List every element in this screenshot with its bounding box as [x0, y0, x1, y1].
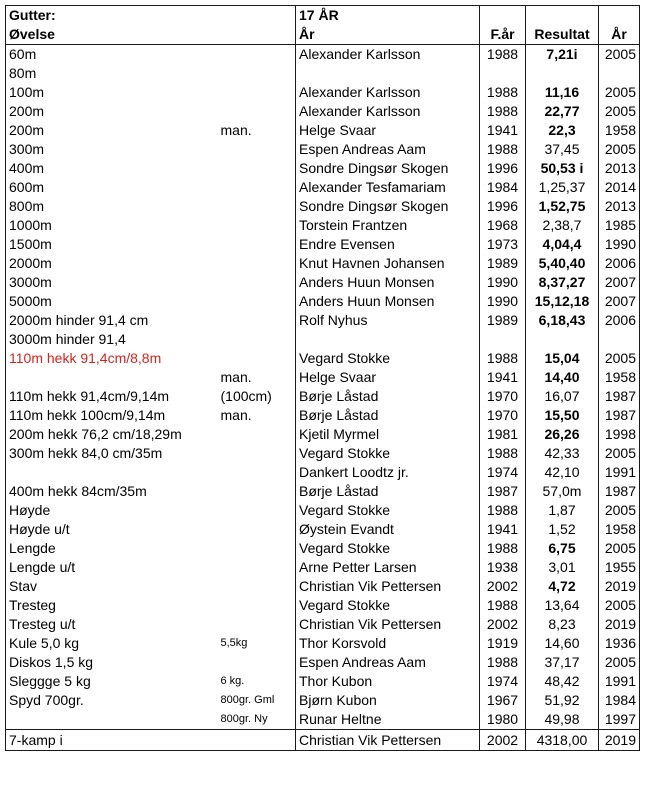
- birth-year-cell: 1974: [480, 672, 526, 691]
- year-cell: 2019: [599, 730, 640, 751]
- birth-year-cell: 1990: [480, 273, 526, 292]
- note-cell: 800gr. Ny: [218, 710, 296, 730]
- result-cell: 16,07: [526, 387, 599, 406]
- year-cell: [599, 64, 640, 83]
- result-cell: 49,98: [526, 710, 599, 730]
- birth-year-cell: 1996: [480, 197, 526, 216]
- event-cell: Sleggge 5 kg: [6, 672, 218, 691]
- table-row: [6, 197, 640, 216]
- event-cell: [6, 463, 218, 482]
- event-cell: Høyde: [6, 501, 218, 520]
- athlete-cell: Runar Heltne: [296, 710, 480, 730]
- event-cell: [6, 368, 218, 387]
- title-left: Gutter:: [6, 6, 218, 26]
- result-cell: 2,38,7: [526, 216, 599, 235]
- col-header-event: Øvelse: [6, 25, 218, 45]
- result-cell: 26,26: [526, 425, 599, 444]
- athlete-cell: Knut Havnen Johansen: [296, 254, 480, 273]
- event-cell: Lengde u/t: [6, 558, 218, 577]
- result-cell: 15,12,18: [526, 292, 599, 311]
- birth-year-cell: 1970: [480, 406, 526, 425]
- year-cell: 2013: [599, 197, 640, 216]
- table-row: [6, 178, 640, 197]
- note-cell: [218, 235, 296, 254]
- event-cell: Stav: [6, 577, 218, 596]
- athlete-cell: Rolf Nyhus: [296, 311, 480, 330]
- table-row: [6, 482, 640, 501]
- athlete-cell: Bjørn Kubon: [296, 691, 480, 710]
- table-row: [6, 710, 640, 730]
- result-cell: 4,04,4: [526, 235, 599, 254]
- athlete-cell: Anders Huun Monsen: [296, 292, 480, 311]
- birth-year-cell: 1988: [480, 349, 526, 368]
- result-cell: 15,50: [526, 406, 599, 425]
- result-cell: 6,18,43: [526, 311, 599, 330]
- result-cell: 1,52,75: [526, 197, 599, 216]
- year-cell: 2005: [599, 539, 640, 558]
- birth-year-cell: 1980: [480, 710, 526, 730]
- birth-year-cell: 1941: [480, 121, 526, 140]
- athlete-cell: Vegard Stokke: [296, 501, 480, 520]
- table-row: [6, 463, 640, 482]
- title-right: 17 ÅR: [296, 6, 480, 26]
- result-cell: 1,25,37: [526, 178, 599, 197]
- result-cell: [526, 330, 599, 349]
- year-cell: 2005: [599, 349, 640, 368]
- year-cell: 2013: [599, 159, 640, 178]
- year-cell: 1990: [599, 235, 640, 254]
- year-cell: [599, 330, 640, 349]
- birth-year-cell: 2002: [480, 577, 526, 596]
- table-row: [6, 64, 640, 83]
- athlete-cell: Christian Vik Pettersen: [296, 615, 480, 634]
- result-cell: 14,40: [526, 368, 599, 387]
- result-cell: 22,77: [526, 102, 599, 121]
- result-cell: 42,33: [526, 444, 599, 463]
- birth-year-cell: 1941: [480, 368, 526, 387]
- athlete-cell: Kjetil Myrmel: [296, 425, 480, 444]
- event-cell: 300m hekk 84,0 cm/35m: [6, 444, 218, 463]
- note-cell: [218, 539, 296, 558]
- year-cell: 2005: [599, 596, 640, 615]
- birth-year-cell: 1988: [480, 539, 526, 558]
- athlete-cell: Alexander Tesfamariam: [296, 178, 480, 197]
- year-cell: 1958: [599, 520, 640, 539]
- athlete-cell: Christian Vik Pettersen: [296, 730, 480, 751]
- note-cell: [218, 444, 296, 463]
- year-cell: 2019: [599, 577, 640, 596]
- table-row: [6, 539, 640, 558]
- event-cell: Lengde: [6, 539, 218, 558]
- athlete-cell: Thor Korsvold: [296, 634, 480, 653]
- birth-year-cell: 1981: [480, 425, 526, 444]
- note-cell: 6 kg.: [218, 672, 296, 691]
- result-cell: 8,23: [526, 615, 599, 634]
- birth-year-cell: 1987: [480, 482, 526, 501]
- event-cell: 200m: [6, 102, 218, 121]
- table-row: [6, 406, 640, 425]
- note-cell: [218, 730, 296, 751]
- table-row: [6, 121, 640, 140]
- birth-year-cell: 2002: [480, 730, 526, 751]
- year-cell: 2005: [599, 140, 640, 159]
- note-cell: [218, 558, 296, 577]
- note-cell: [218, 197, 296, 216]
- athlete-cell: Alexander Karlsson: [296, 45, 480, 65]
- event-cell: 300m: [6, 140, 218, 159]
- table-row: [6, 596, 640, 615]
- title-row: [6, 6, 640, 26]
- table-row: [6, 254, 640, 273]
- table-row: [6, 577, 640, 596]
- event-cell: 1500m: [6, 235, 218, 254]
- athlete-cell: Thor Kubon: [296, 672, 480, 691]
- note-cell: [218, 178, 296, 197]
- birth-year-cell: 1973: [480, 235, 526, 254]
- event-cell: 200m hekk 76,2 cm/18,29m: [6, 425, 218, 444]
- year-cell: 1984: [599, 691, 640, 710]
- birth-year-cell: 1988: [480, 596, 526, 615]
- table-row: [6, 292, 640, 311]
- note-cell: [218, 102, 296, 121]
- year-cell: 2005: [599, 653, 640, 672]
- result-cell: 42,10: [526, 463, 599, 482]
- col-header-name: År: [296, 25, 480, 45]
- result-cell: 3,01: [526, 558, 599, 577]
- athlete-cell: Øystein Evandt: [296, 520, 480, 539]
- event-cell: 110m hekk 91,4cm/9,14m: [6, 387, 218, 406]
- result-cell: 57,0m: [526, 482, 599, 501]
- table-row: [6, 634, 640, 653]
- year-cell: 1955: [599, 558, 640, 577]
- table-row: [6, 501, 640, 520]
- note-cell: man.: [218, 406, 296, 425]
- birth-year-cell: 1988: [480, 653, 526, 672]
- event-cell: 110m hekk 100cm/9,14m: [6, 406, 218, 425]
- note-cell: man.: [218, 368, 296, 387]
- event-cell: 5000m: [6, 292, 218, 311]
- athlete-cell: Vegard Stokke: [296, 349, 480, 368]
- table-row: [6, 140, 640, 159]
- result-cell: 1,52: [526, 520, 599, 539]
- birth-year-cell: 1996: [480, 159, 526, 178]
- year-cell: 2006: [599, 254, 640, 273]
- birth-year-cell: 1988: [480, 140, 526, 159]
- year-cell: 1987: [599, 387, 640, 406]
- table-row-last: [6, 730, 640, 751]
- table-row: [6, 691, 640, 710]
- note-cell: [218, 64, 296, 83]
- table-row: [6, 368, 640, 387]
- result-cell: 14,60: [526, 634, 599, 653]
- birth-year-cell: 1988: [480, 444, 526, 463]
- athlete-cell: [296, 64, 480, 83]
- year-cell: 1987: [599, 482, 640, 501]
- year-cell: 2005: [599, 45, 640, 65]
- note-cell: man.: [218, 121, 296, 140]
- event-cell: 3000m: [6, 273, 218, 292]
- result-cell: 11,16: [526, 83, 599, 102]
- athlete-cell: Torstein Frantzen: [296, 216, 480, 235]
- athlete-cell: Børje Låstad: [296, 482, 480, 501]
- result-cell: 4,72: [526, 577, 599, 596]
- birth-year-cell: 1988: [480, 102, 526, 121]
- athlete-cell: Espen Andreas Aam: [296, 140, 480, 159]
- column-header-row: [6, 25, 640, 45]
- result-cell: 22,3: [526, 121, 599, 140]
- table-row: [6, 349, 640, 368]
- birth-year-cell: 1988: [480, 45, 526, 65]
- result-cell: 1,87: [526, 501, 599, 520]
- note-cell: [218, 254, 296, 273]
- note-cell: [218, 349, 296, 368]
- result-cell: 48,42: [526, 672, 599, 691]
- athlete-cell: Alexander Karlsson: [296, 102, 480, 121]
- note-cell: [218, 216, 296, 235]
- athlete-cell: Christian Vik Pettersen: [296, 577, 480, 596]
- athlete-cell: Sondre Dingsør Skogen: [296, 159, 480, 178]
- birth-year-cell: 1984: [480, 178, 526, 197]
- note-cell: [218, 520, 296, 539]
- event-cell: Tresteg u/t: [6, 615, 218, 634]
- year-cell: 1985: [599, 216, 640, 235]
- birth-year-cell: 1967: [480, 691, 526, 710]
- year-cell: 1936: [599, 634, 640, 653]
- birth-year-cell: 1938: [480, 558, 526, 577]
- note-cell: [218, 311, 296, 330]
- athlete-cell: Sondre Dingsør Skogen: [296, 197, 480, 216]
- table-row: [6, 45, 640, 65]
- table-row: [6, 387, 640, 406]
- event-cell: Diskos 1,5 kg: [6, 653, 218, 672]
- athlete-cell: Helge Svaar: [296, 121, 480, 140]
- table-row: [6, 425, 640, 444]
- event-cell: 400m hekk 84cm/35m: [6, 482, 218, 501]
- records-table: [5, 5, 640, 751]
- note-cell: [218, 577, 296, 596]
- note-cell: [218, 83, 296, 102]
- event-cell: 3000m hinder 91,4: [6, 330, 218, 349]
- col-header-result: Resultat: [526, 25, 599, 45]
- note-cell: [218, 159, 296, 178]
- year-cell: 1958: [599, 368, 640, 387]
- event-cell: 100m: [6, 83, 218, 102]
- athlete-cell: Arne Petter Larsen: [296, 558, 480, 577]
- athlete-cell: [296, 330, 480, 349]
- event-cell: 600m: [6, 178, 218, 197]
- event-cell: Kule 5,0 kg: [6, 634, 218, 653]
- note-cell: [218, 482, 296, 501]
- event-cell: Tresteg: [6, 596, 218, 615]
- birth-year-cell: 1974: [480, 463, 526, 482]
- athlete-cell: Espen Andreas Aam: [296, 653, 480, 672]
- event-cell: 2000m: [6, 254, 218, 273]
- table-row: [6, 444, 640, 463]
- event-cell: 2000m hinder 91,4 cm: [6, 311, 218, 330]
- result-cell: 50,53 i: [526, 159, 599, 178]
- result-cell: 5,40,40: [526, 254, 599, 273]
- birth-year-cell: 1990: [480, 292, 526, 311]
- event-cell: 7-kamp i: [6, 730, 218, 751]
- athlete-cell: Dankert Loodtz jr.: [296, 463, 480, 482]
- result-cell: 6,75: [526, 539, 599, 558]
- note-cell: [218, 425, 296, 444]
- year-cell: 2005: [599, 501, 640, 520]
- athlete-cell: Vegard Stokke: [296, 596, 480, 615]
- event-cell: 400m: [6, 159, 218, 178]
- year-cell: 1991: [599, 672, 640, 691]
- event-cell: 80m: [6, 64, 218, 83]
- event-cell: 200m: [6, 121, 218, 140]
- result-cell: 7,21i: [526, 45, 599, 65]
- year-cell: 1991: [599, 463, 640, 482]
- year-cell: 2019: [599, 615, 640, 634]
- note-cell: [218, 292, 296, 311]
- birth-year-cell: 2002: [480, 615, 526, 634]
- athlete-cell: Endre Evensen: [296, 235, 480, 254]
- event-cell: 1000m: [6, 216, 218, 235]
- athlete-cell: Børje Låstad: [296, 387, 480, 406]
- year-cell: 1958: [599, 121, 640, 140]
- table-row: [6, 273, 640, 292]
- title-spacer: [218, 6, 296, 26]
- note-cell: [218, 330, 296, 349]
- note-cell: [218, 653, 296, 672]
- athlete-cell: Anders Huun Monsen: [296, 273, 480, 292]
- table-row: [6, 520, 640, 539]
- table-row: [6, 311, 640, 330]
- birth-year-cell: 1941: [480, 520, 526, 539]
- athlete-cell: Vegard Stokke: [296, 539, 480, 558]
- event-cell: Høyde u/t: [6, 520, 218, 539]
- records-table-body: [6, 6, 640, 751]
- note-cell: [218, 140, 296, 159]
- birth-year-cell: 1968: [480, 216, 526, 235]
- note-cell: [218, 615, 296, 634]
- year-cell: 2005: [599, 444, 640, 463]
- result-cell: 4318,00: [526, 730, 599, 751]
- year-cell: 2007: [599, 273, 640, 292]
- note-cell: [218, 45, 296, 65]
- event-cell: 60m: [6, 45, 218, 65]
- table-row: [6, 216, 640, 235]
- result-cell: 37,45: [526, 140, 599, 159]
- col-header-birth-year: F.år: [480, 25, 526, 45]
- table-row: [6, 558, 640, 577]
- result-cell: 51,92: [526, 691, 599, 710]
- birth-year-cell: [480, 330, 526, 349]
- table-row: [6, 330, 640, 349]
- note-cell: [218, 273, 296, 292]
- year-cell: 2005: [599, 102, 640, 121]
- year-cell: 1987: [599, 406, 640, 425]
- note-cell: [218, 501, 296, 520]
- result-cell: 8,37,27: [526, 273, 599, 292]
- year-cell: 2007: [599, 292, 640, 311]
- athlete-cell: Børje Låstad: [296, 406, 480, 425]
- birth-year-cell: 1988: [480, 83, 526, 102]
- year-cell: 2006: [599, 311, 640, 330]
- result-cell: 15,04: [526, 349, 599, 368]
- event-cell: Spyd 700gr.: [6, 691, 218, 710]
- note-cell: [218, 596, 296, 615]
- event-cell: [6, 710, 218, 730]
- athlete-cell: Vegard Stokke: [296, 444, 480, 463]
- table-row: [6, 672, 640, 691]
- note-cell: 5,5kg: [218, 634, 296, 653]
- year-cell: 1997: [599, 710, 640, 730]
- table-row: [6, 83, 640, 102]
- year-cell: 1998: [599, 425, 640, 444]
- result-cell: 37,17: [526, 653, 599, 672]
- table-row: [6, 653, 640, 672]
- note-cell: 800gr. Gml: [218, 691, 296, 710]
- birth-year-cell: 1989: [480, 254, 526, 273]
- table-row: [6, 235, 640, 254]
- table-row: [6, 102, 640, 121]
- year-cell: 2005: [599, 83, 640, 102]
- table-row: [6, 615, 640, 634]
- result-cell: [526, 64, 599, 83]
- birth-year-cell: 1970: [480, 387, 526, 406]
- birth-year-cell: 1919: [480, 634, 526, 653]
- event-cell: 800m: [6, 197, 218, 216]
- year-cell: 2014: [599, 178, 640, 197]
- result-cell: 13,64: [526, 596, 599, 615]
- col-header-year: År: [599, 25, 640, 45]
- birth-year-cell: 1988: [480, 501, 526, 520]
- athlete-cell: Helge Svaar: [296, 368, 480, 387]
- birth-year-cell: [480, 64, 526, 83]
- athlete-cell: Alexander Karlsson: [296, 83, 480, 102]
- birth-year-cell: 1989: [480, 311, 526, 330]
- table-row: [6, 159, 640, 178]
- note-cell: [218, 463, 296, 482]
- note-cell: (100cm): [218, 387, 296, 406]
- event-cell: 110m hekk 91,4cm/8,8m: [6, 349, 218, 368]
